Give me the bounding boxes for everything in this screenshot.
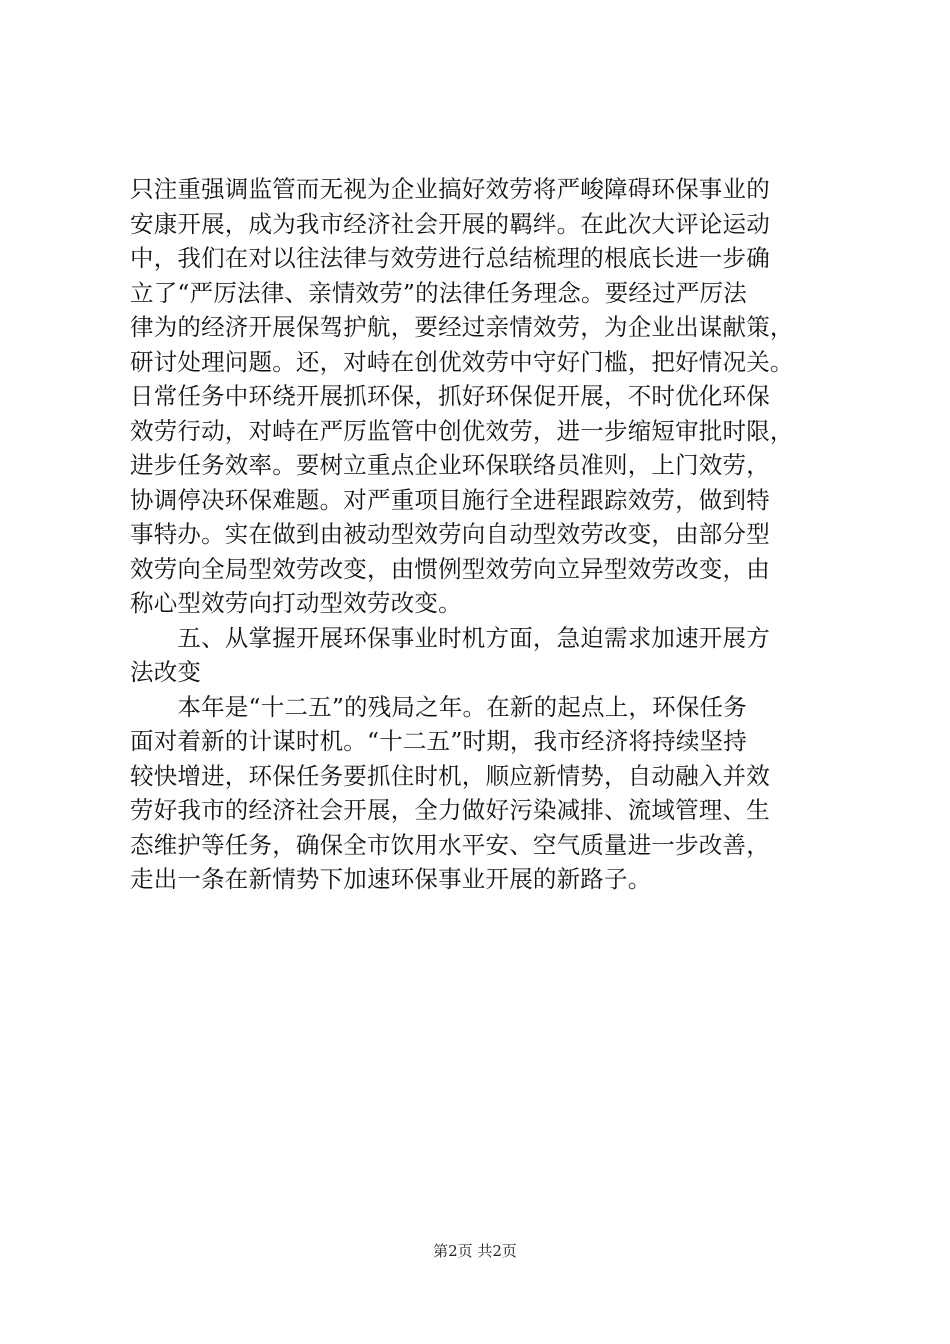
section-heading-line: 五、从掌握开展环保事业时机方面，急迫需求加速开展方 (130, 623, 770, 652)
text-line: 安康开展，成为我市经济社会开展的羁绊。在此次大评论运动 (130, 209, 770, 238)
text-line: 走出一条在新情势下加速环保事业开展的新路子。 (130, 865, 652, 893)
text-line: 称心型效劳向打动型效劳改变。 (130, 589, 462, 617)
text-line: 本年是“十二五”的残局之年。在新的起点上，环保任务 (130, 692, 747, 721)
text-line: 进步任务效率。要树立重点企业环保联络员准则，上门效劳， (130, 451, 770, 479)
text-line: 中，我们在对以往法律与效劳进行总结梳理的根底长进一步确 (130, 244, 770, 272)
text-line: 只注重强调监管而无视为企业搞好效劳将严峻障碍环保事业的 (130, 175, 770, 203)
text-line: 效劳行动，对峙在严厉监管中创优效劳，进一步缩短审批时限， (130, 416, 794, 445)
text-line: 立了“严厉法律、亲情效劳”的法律任务理念。要经过严厉法 (130, 278, 747, 307)
text-line: 协调停决环保难题。对严重项目施行全进程跟踪效劳，做到特 (130, 485, 770, 514)
text-line: 律为的经济开展保驾护航，要经过亲情效劳，为企业出谋献策， (130, 313, 794, 341)
section-heading-line: 法改变 (130, 658, 202, 686)
text-line: 事特办。实在做到由被动型效劳向自动型效劳改变，由部分型 (130, 520, 770, 548)
document-body (130, 172, 870, 897)
text-line: 面对着新的计谋时机。“十二五”时期，我市经济将持续坚持 (130, 727, 747, 755)
text-line: 态维护等任务，确保全市饮用水平安、空气质量进一步改善， (130, 830, 770, 859)
page-footer: 第2页 共2页 (433, 1242, 517, 1260)
text-line: 较快增进，环保任务要抓住时机，顺应新情势，自动融入并效 (130, 761, 770, 790)
text-line: 效劳向全局型效劳改变，由惯例型效劳向立异型效劳改变，由 (130, 554, 770, 583)
text-line: 研讨处理问题。还，对峙在创优效劳中守好门槛，把好情况关。 (130, 347, 794, 376)
text-line: 劳好我市的经济社会开展，全力做好污染减排、流域管理、生 (130, 796, 770, 824)
text-line: 日常任务中环绕开展抓环保，抓好环保促开展，不时优化环保 (130, 382, 770, 410)
